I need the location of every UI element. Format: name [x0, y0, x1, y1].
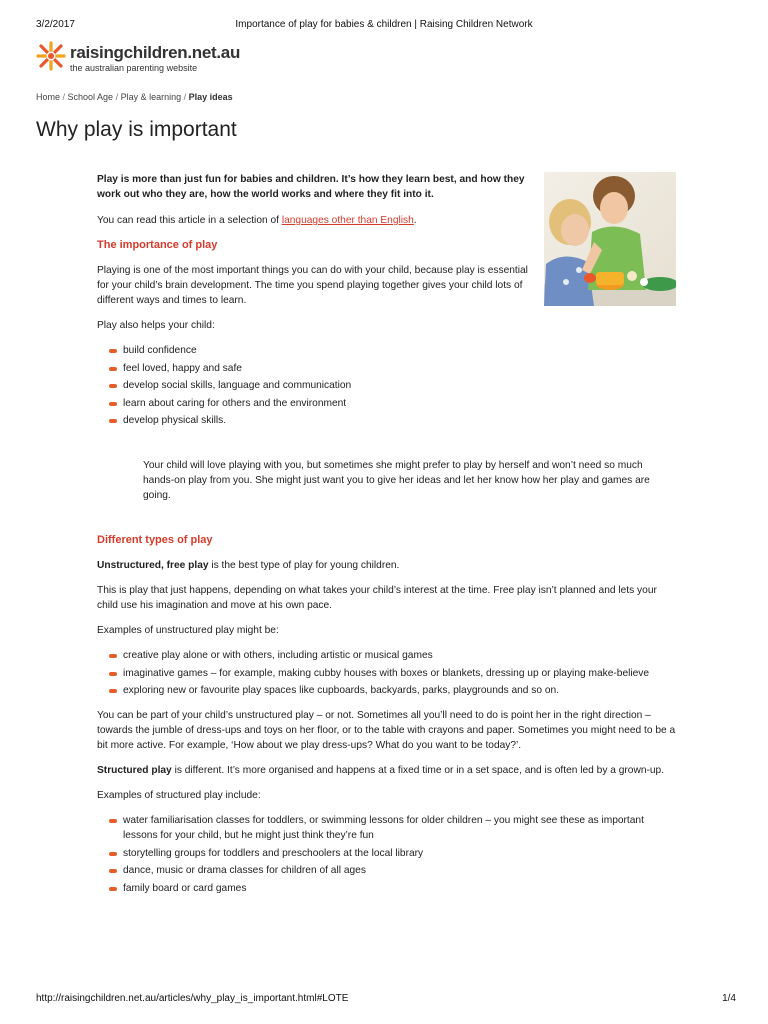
list-item: dance, music or drama classes for children of all ages — [97, 863, 677, 878]
list-item: creative play alone or with others, including artistic or musical games — [97, 648, 677, 663]
languages-paragraph: You can read this article in a selection of languages other than English. — [97, 215, 417, 226]
logo-name: raisingchildren.net.au — [70, 43, 241, 62]
breadcrumb-play-ideas[interactable]: Play ideas — [188, 92, 233, 102]
breadcrumb-play-learning[interactable]: Play & learning — [120, 92, 182, 102]
list-item: imaginative games – for example, making cubby houses with boxes or blankets, dressing up or playing make-believe — [97, 666, 677, 681]
structured-paragraph: Structured play is different. It’s more organised and happens at a fixed time or in a set space, and is often led by a grown-up. — [97, 765, 665, 776]
breadcrumb: Home / School Age / Play & learning / Play ideas — [36, 92, 233, 102]
list-item: exploring new or favourite play spaces like cupboards, backyards, parks, playgrounds and so on. — [97, 683, 677, 698]
structured-examples-intro: Examples of structured play include: — [97, 790, 261, 801]
participation-paragraph: You can be part of your child’s unstructured play – or not. Sometimes all you’ll need to do is point her in the right direction – towards the jumble of dress-ups and toys on her floor, or to the table with crayons and paper. Sometimes you might need to be a bit more active. For example, ‘How about we play dress-ups? What do you want to be today?’. — [97, 710, 676, 751]
list-item: feel loved, happy and safe — [97, 361, 677, 376]
list-item: develop physical skills. — [97, 413, 677, 428]
heading-types-of-play: Different types of play — [97, 534, 213, 546]
unstructured-paragraph: Unstructured, free play is the best type of play for young children. — [97, 560, 400, 571]
list-item: family board or card games — [97, 881, 677, 896]
print-url: http://raisingchildren.net.au/articles/why_play_is_important.html#LOTE — [36, 993, 349, 1004]
heading-importance-of-play: The importance of play — [97, 239, 218, 251]
list-item: storytelling groups for toddlers and preschoolers at the local library — [97, 846, 677, 861]
print-page-number: 1/4 — [722, 993, 736, 1004]
unstructured-examples-intro: Examples of unstructured play might be: — [97, 625, 279, 636]
list-item: build confidence — [97, 343, 677, 358]
site-logo[interactable] — [36, 40, 241, 76]
breadcrumb-school-age[interactable]: School Age — [67, 92, 114, 102]
intro-paragraph: Play is more than just fun for babies and children. It’s how they learn best, and how they work out who they are, how the world works and where they fit into it. — [97, 174, 525, 200]
benefits-list — [97, 343, 677, 428]
importance-paragraph: Playing is one of the most important things you can do with your child, because play is essential for your child’s brain development. The time you spend playing together gives your child lots of different ways and times to learn. — [97, 265, 528, 306]
list-item: learn about caring for others and the environment — [97, 396, 677, 411]
note-paragraph: Your child will love playing with you, but sometimes she might prefer to play by herself and won’t need so much hands-on play from you. She might just want you to give her ideas and let her know how her play and games are going. — [143, 460, 650, 501]
languages-link[interactable]: languages other than English — [281, 215, 414, 226]
structured-list — [97, 813, 677, 896]
list-item: develop social skills, language and communication — [97, 378, 677, 393]
logo-tagline: the australian parenting website — [70, 63, 198, 73]
list-item: water familiarisation classes for toddlers, or swimming lessons for older children – you might see these as important lessons for your child, but he might just think they’re fun — [97, 813, 677, 843]
sunburst-logo-icon — [36, 40, 66, 72]
print-date: 3/2/2017 — [36, 19, 75, 30]
free-play-paragraph: This is play that just happens, depending on what takes your child’s interest at the time. Free play isn’t planned and lets your child use his imagination and move at his own pace. — [97, 585, 657, 611]
unstructured-list — [97, 648, 677, 698]
breadcrumb-home[interactable]: Home — [36, 92, 61, 102]
print-title: Importance of play for babies & children | Raising Children Network — [235, 19, 533, 30]
helps-paragraph: Play also helps your child: — [97, 320, 215, 331]
page-title: Why play is important — [36, 118, 237, 141]
article-body — [97, 172, 677, 906]
